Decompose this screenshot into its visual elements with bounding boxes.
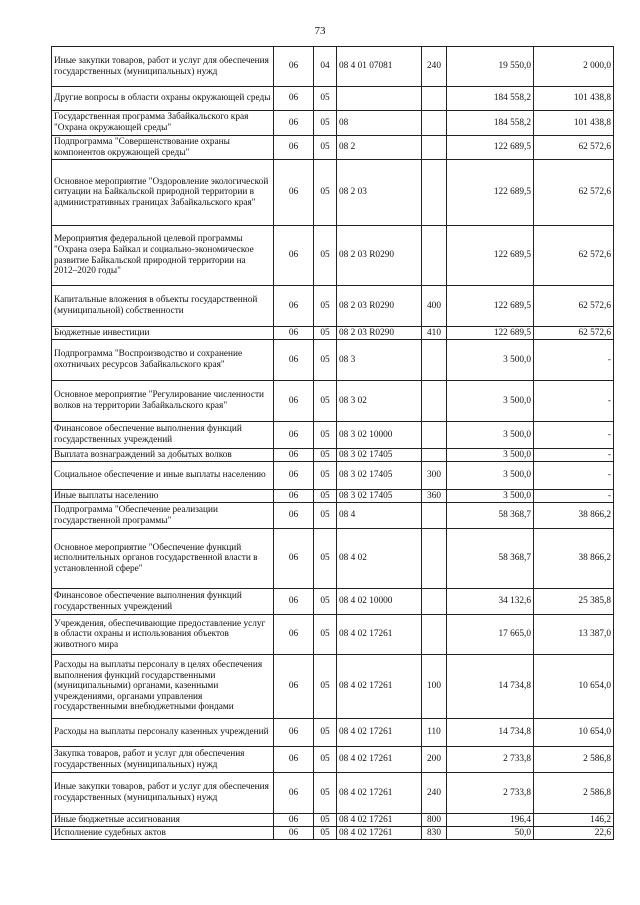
row-expense-type: 240	[422, 47, 447, 87]
row-section: 06	[274, 47, 314, 87]
row-target-code: 08 4 02 17261	[337, 747, 422, 773]
row-name: Иные бюджетные ассигнования	[52, 814, 274, 827]
row-name: Расходы на выплаты персоналу казенных учреждений	[52, 719, 274, 747]
row-target-code: 08	[337, 111, 422, 136]
row-amount-year1: 184 558,2	[447, 87, 534, 111]
row-amount-year2: 62 572,6	[534, 160, 614, 226]
table-row	[52, 160, 614, 226]
row-expense-type	[422, 340, 447, 381]
page-number: 73	[314, 25, 326, 37]
row-expense-type	[422, 503, 447, 529]
table-row	[52, 719, 614, 747]
table-row	[52, 111, 614, 136]
row-target-code: 08 2 03 R0290	[337, 327, 422, 340]
row-section: 06	[274, 226, 314, 286]
row-amount-year1: 17 665,0	[447, 615, 534, 655]
row-amount-year2: -	[534, 462, 614, 490]
row-target-code: 08 4	[337, 503, 422, 529]
row-amount-year2: -	[534, 381, 614, 422]
row-target-code: 08 2 03 R0290	[337, 286, 422, 327]
row-section: 06	[274, 449, 314, 462]
row-expense-type	[422, 422, 447, 449]
row-name: Выплата вознаграждений за добытых волков	[52, 449, 274, 462]
table-row	[52, 503, 614, 529]
row-subsection: 05	[314, 327, 337, 340]
row-subsection: 05	[314, 422, 337, 449]
row-target-code: 08 4 01 07081	[337, 47, 422, 87]
row-subsection: 05	[314, 814, 337, 827]
row-amount-year1: 122 689,5	[447, 160, 534, 226]
table-row	[52, 747, 614, 773]
row-amount-year2: 25 385,8	[534, 589, 614, 615]
row-section: 06	[274, 381, 314, 422]
row-amount-year2: 10 654,0	[534, 719, 614, 747]
row-name: Закупка товаров, работ и услуг для обеспечения государственных (муниципальных) нужд	[52, 747, 274, 773]
row-target-code: 08 4 02 17261	[337, 719, 422, 747]
row-target-code: 08 3 02 17405	[337, 462, 422, 490]
row-target-code: 08 4 02 10000	[337, 589, 422, 615]
row-amount-year1: 50,0	[447, 827, 534, 840]
row-amount-year1: 122 689,5	[447, 327, 534, 340]
row-name: Подпрограмма "Совершенствование охраны компонентов окружающей среды"	[52, 136, 274, 160]
row-name: Подпрограмма "Воспроизводство и сохранение охотничьих ресурсов Забайкальского края"	[52, 340, 274, 381]
row-section: 06	[274, 111, 314, 136]
row-expense-type: 240	[422, 773, 447, 814]
row-expense-type	[422, 589, 447, 615]
table-row	[52, 449, 614, 462]
row-section: 06	[274, 503, 314, 529]
table-row	[52, 615, 614, 655]
row-target-code: 08 3 02 17405	[337, 449, 422, 462]
row-amount-year1: 58 368,7	[447, 503, 534, 529]
row-subsection: 05	[314, 340, 337, 381]
table-row	[52, 87, 614, 111]
table-row	[52, 827, 614, 840]
row-amount-year1: 122 689,5	[447, 136, 534, 160]
row-amount-year1: 2 733,8	[447, 773, 534, 814]
row-name: Учреждения, обеспечивающие предоставление услуг в области охраны и использования объектов животного мира	[52, 615, 274, 655]
row-name: Иные закупки товаров, работ и услуг для обеспечения государственных (муниципальных) нужд	[52, 47, 274, 87]
row-amount-year2: 101 438,8	[534, 111, 614, 136]
row-subsection: 05	[314, 87, 337, 111]
row-subsection: 05	[314, 462, 337, 490]
table-row	[52, 381, 614, 422]
row-section: 06	[274, 462, 314, 490]
row-amount-year1: 184 558,2	[447, 111, 534, 136]
row-expense-type: 830	[422, 827, 447, 840]
row-target-code: 08 4 02 17261	[337, 773, 422, 814]
row-amount-year2: -	[534, 422, 614, 449]
row-amount-year1: 3 500,0	[447, 340, 534, 381]
row-target-code: 08 3 02 10000	[337, 422, 422, 449]
row-amount-year2: -	[534, 340, 614, 381]
row-subsection: 05	[314, 655, 337, 719]
row-section: 06	[274, 773, 314, 814]
row-amount-year1: 14 734,8	[447, 719, 534, 747]
row-subsection: 05	[314, 381, 337, 422]
row-section: 06	[274, 160, 314, 226]
row-amount-year1: 3 500,0	[447, 422, 534, 449]
row-expense-type	[422, 87, 447, 111]
table-row	[52, 814, 614, 827]
table-row	[52, 422, 614, 449]
row-section: 06	[274, 422, 314, 449]
row-subsection: 05	[314, 490, 337, 503]
row-target-code: 08 2	[337, 136, 422, 160]
row-subsection: 05	[314, 449, 337, 462]
row-amount-year1: 2 733,8	[447, 747, 534, 773]
row-section: 06	[274, 615, 314, 655]
row-subsection: 05	[314, 747, 337, 773]
row-subsection: 05	[314, 111, 337, 136]
row-target-code: 08 2 03	[337, 160, 422, 226]
row-name: Иные выплаты населению	[52, 490, 274, 503]
row-expense-type: 800	[422, 814, 447, 827]
table-row	[52, 226, 614, 286]
row-name: Социальное обеспечение и иные выплаты населению	[52, 462, 274, 490]
row-amount-year2: 10 654,0	[534, 655, 614, 719]
row-name: Финансовое обеспечение выполнения функций государственных учреждений	[52, 422, 274, 449]
budget-table-body	[52, 47, 614, 840]
row-section: 06	[274, 327, 314, 340]
row-name: Другие вопросы в области охраны окружающей среды	[52, 87, 274, 111]
row-subsection: 05	[314, 503, 337, 529]
row-subsection: 05	[314, 773, 337, 814]
row-subsection: 04	[314, 47, 337, 87]
row-target-code: 08 4 02	[337, 529, 422, 589]
row-amount-year1: 122 689,5	[447, 286, 534, 327]
row-name: Основное мероприятие "Обеспечение функций исполнительных органов государственной власти в установленной сфере"	[52, 529, 274, 589]
row-amount-year1: 122 689,5	[447, 226, 534, 286]
row-expense-type	[422, 529, 447, 589]
row-subsection: 05	[314, 719, 337, 747]
row-section: 06	[274, 136, 314, 160]
row-amount-year2: 101 438,8	[534, 87, 614, 111]
row-amount-year1: 3 500,0	[447, 449, 534, 462]
row-name: Расходы на выплаты персоналу в целях обеспечения выполнения функций государственными (муниципальными) органами, казенными учреждениями, органами управления государственными внебюджетными фондами	[52, 655, 274, 719]
row-amount-year2: 2 586,8	[534, 773, 614, 814]
row-name: Подпрограмма "Обеспечение реализации государственной программы"	[52, 503, 274, 529]
row-name: Финансовое обеспечение выполнения функций государственных учреждений	[52, 589, 274, 615]
table-row	[52, 286, 614, 327]
row-subsection: 05	[314, 286, 337, 327]
row-amount-year1: 196,4	[447, 814, 534, 827]
table-row	[52, 47, 614, 87]
row-amount-year1: 14 734,8	[447, 655, 534, 719]
row-name: Основное мероприятие "Оздоровление экологической ситуации на Байкальской природной территории в административных границах Забайкальского края"	[52, 160, 274, 226]
row-target-code: 08 3	[337, 340, 422, 381]
row-amount-year2: 2 586,8	[534, 747, 614, 773]
row-amount-year2: 22,6	[534, 827, 614, 840]
row-target-code: 08 4 02 17261	[337, 615, 422, 655]
row-subsection: 05	[314, 615, 337, 655]
row-target-code: 08 3 02	[337, 381, 422, 422]
row-section: 06	[274, 747, 314, 773]
row-expense-type	[422, 111, 447, 136]
row-expense-type: 300	[422, 462, 447, 490]
row-subsection: 05	[314, 226, 337, 286]
row-amount-year2: -	[534, 490, 614, 503]
row-section: 06	[274, 827, 314, 840]
row-section: 06	[274, 340, 314, 381]
row-subsection: 05	[314, 160, 337, 226]
row-target-code: 08 3 02 17405	[337, 490, 422, 503]
row-target-code	[337, 87, 422, 111]
row-target-code: 08 2 03 R0290	[337, 226, 422, 286]
row-expense-type	[422, 381, 447, 422]
row-name: Мероприятия федеральной целевой программы "Охрана озера Байкал и социально-экономическое развитие Байкальской природной территории на 2012–2020 годы"	[52, 226, 274, 286]
row-name: Исполнение судебных актов	[52, 827, 274, 840]
row-amount-year1: 19 550,0	[447, 47, 534, 87]
row-amount-year2: 62 572,6	[534, 226, 614, 286]
row-name: Государственная программа Забайкальского края "Охрана окружающей среды"	[52, 111, 274, 136]
row-subsection: 05	[314, 529, 337, 589]
table-row	[52, 773, 614, 814]
row-target-code: 08 4 02 17261	[337, 655, 422, 719]
row-name: Основное мероприятие "Регулирование численности волков на территории Забайкальского края"	[52, 381, 274, 422]
row-expense-type: 360	[422, 490, 447, 503]
table-row	[52, 490, 614, 503]
table-row	[52, 136, 614, 160]
row-target-code: 08 4 02 17261	[337, 814, 422, 827]
row-amount-year2: 2 000,0	[534, 47, 614, 87]
row-amount-year1: 34 132,6	[447, 589, 534, 615]
row-section: 06	[274, 87, 314, 111]
table-row	[52, 655, 614, 719]
budget-table	[51, 46, 614, 840]
row-amount-year2: 62 572,6	[534, 136, 614, 160]
row-amount-year1: 58 368,7	[447, 529, 534, 589]
row-expense-type: 410	[422, 327, 447, 340]
row-amount-year2: 38 866,2	[534, 503, 614, 529]
row-section: 06	[274, 814, 314, 827]
row-amount-year2: -	[534, 449, 614, 462]
row-amount-year2: 38 866,2	[534, 529, 614, 589]
row-expense-type	[422, 449, 447, 462]
row-amount-year2: 13 387,0	[534, 615, 614, 655]
row-section: 06	[274, 655, 314, 719]
table-row	[52, 327, 614, 340]
row-expense-type	[422, 160, 447, 226]
row-section: 06	[274, 589, 314, 615]
row-name: Иные закупки товаров, работ и услуг для обеспечения государственных (муниципальных) нужд	[52, 773, 274, 814]
row-subsection: 05	[314, 136, 337, 160]
row-expense-type: 100	[422, 655, 447, 719]
row-amount-year2: 146,2	[534, 814, 614, 827]
table-row	[52, 340, 614, 381]
row-amount-year2: 62 572,6	[534, 286, 614, 327]
row-section: 06	[274, 529, 314, 589]
table-row	[52, 462, 614, 490]
table-row	[52, 589, 614, 615]
row-amount-year1: 3 500,0	[447, 490, 534, 503]
row-section: 06	[274, 490, 314, 503]
row-expense-type	[422, 136, 447, 160]
row-name: Бюджетные инвестиции	[52, 327, 274, 340]
row-name: Капитальные вложения в объекты государственной (муниципальной) собственности	[52, 286, 274, 327]
table-row	[52, 529, 614, 589]
row-subsection: 05	[314, 827, 337, 840]
row-expense-type: 110	[422, 719, 447, 747]
row-section: 06	[274, 719, 314, 747]
row-subsection: 05	[314, 589, 337, 615]
row-amount-year1: 3 500,0	[447, 462, 534, 490]
row-amount-year1: 3 500,0	[447, 381, 534, 422]
row-amount-year2: 62 572,6	[534, 327, 614, 340]
row-expense-type	[422, 615, 447, 655]
row-expense-type: 200	[422, 747, 447, 773]
row-expense-type	[422, 226, 447, 286]
row-target-code: 08 4 02 17261	[337, 827, 422, 840]
row-section: 06	[274, 286, 314, 327]
row-expense-type: 400	[422, 286, 447, 327]
